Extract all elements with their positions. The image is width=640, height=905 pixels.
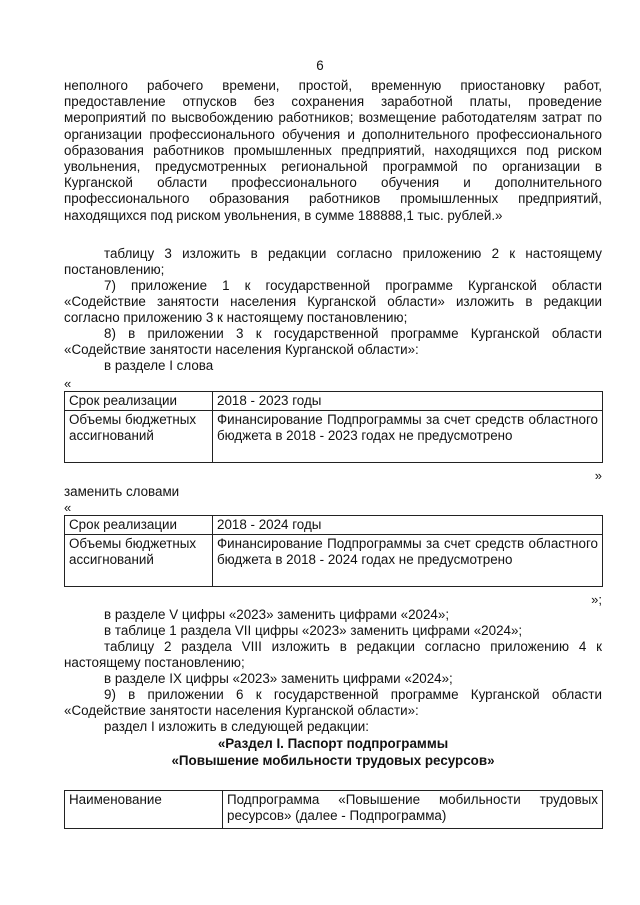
table-cell-value: Финансирование Подпрограммы за счет средств областного бюджета в 2018 - 2023 годах не предусмотрено bbox=[213, 411, 603, 463]
table-subprogram-passport bbox=[64, 790, 603, 829]
table-row bbox=[65, 392, 603, 411]
table-row bbox=[65, 516, 603, 535]
table-cell-value: Финансирование Подпрограммы за счет средств областного бюджета в 2018 - 2024 годах не предусмотрено bbox=[213, 535, 603, 587]
paragraph-section9: в разделе IX цифры «2023» заменить цифрами «2024»; bbox=[104, 671, 453, 686]
table-new-values bbox=[64, 515, 603, 587]
paragraph-item7: 7) приложение 1 к государственной программе Курганской области «Содействие занятости населения Курганской области» изложить в редакции согласно приложению 3 к настоящему постановлению; bbox=[64, 278, 602, 326]
table-cell-label: Срок реализации bbox=[65, 516, 213, 535]
paragraph-item9: 9) в приложении 6 к государственной программе Курганской области «Содействие занятости населения Курганской области»: bbox=[64, 687, 602, 719]
table-row bbox=[65, 535, 603, 587]
paragraph-section1-edit: раздел I изложить в следующей редакции: bbox=[104, 719, 370, 734]
paragraph-item8: 8) в приложении 3 к государственной программе Курганской области «Содействие занятости населения Курганской области»: bbox=[64, 326, 602, 358]
paragraph-table2-section8: таблицу 2 раздела VIII изложить в редакции согласно приложению 4 к настоящему постановлению; bbox=[64, 639, 602, 671]
page-number: 6 bbox=[316, 58, 324, 73]
paragraph-section1-words: в разделе I слова bbox=[104, 358, 214, 373]
open-quote-2: « bbox=[64, 500, 72, 515]
table-old-values bbox=[64, 391, 603, 463]
open-quote-1: « bbox=[64, 376, 72, 391]
paragraph-section5: в разделе V цифры «2023» заменить цифрами «2024»; bbox=[104, 607, 450, 622]
table-row bbox=[65, 411, 603, 463]
table-cell-label: Объемы бюджетных ассигнований bbox=[65, 411, 213, 463]
paragraph-continuation: неполного рабочего времени, простой, временную приостановку работ, предоставление отпусков без сохранения заработной платы, проведение мероприятий по высвобождению работников; возмещение работодателям затрат по организации профессионального обучения и дополнительного профессионального образования работников промышленных предприятий, находящихся под риском увольнения, предусмотренных региональной программой по организации в Курганской области профессионального обучения и дополнительного профессионального образования работников промышленных предприятий, находящихся под риском увольнения, в сумме 188888,1 тыс. рублей.» bbox=[64, 78, 602, 223]
table-cell-label: Объемы бюджетных ассигнований bbox=[65, 535, 213, 587]
table-row bbox=[65, 791, 603, 829]
table-cell-value: Подпрограмма «Повышение мобильности трудовых ресурсов» (далее - Подпрограмма) bbox=[223, 791, 603, 829]
table-cell-value: 2018 - 2023 годы bbox=[213, 392, 603, 411]
paragraph-replace-with: заменить словами bbox=[64, 484, 180, 499]
close-quote-2: »; bbox=[591, 592, 602, 607]
table-cell-label: Срок реализации bbox=[65, 392, 213, 411]
table-cell-label: Наименование bbox=[65, 791, 223, 829]
section-heading-line1: «Раздел I. Паспорт подпрограммы bbox=[217, 736, 449, 751]
section-heading-line2: «Повышение мобильности трудовых ресурсов» bbox=[171, 753, 495, 768]
paragraph-table3: таблицу 3 изложить в редакции согласно приложению 2 к настоящему постановлению; bbox=[64, 246, 602, 278]
close-quote-1: » bbox=[594, 468, 602, 483]
table-cell-value: 2018 - 2024 годы bbox=[213, 516, 603, 535]
paragraph-table1-section7: в таблице 1 раздела VII цифры «2023» заменить цифрами «2024»; bbox=[104, 623, 523, 638]
